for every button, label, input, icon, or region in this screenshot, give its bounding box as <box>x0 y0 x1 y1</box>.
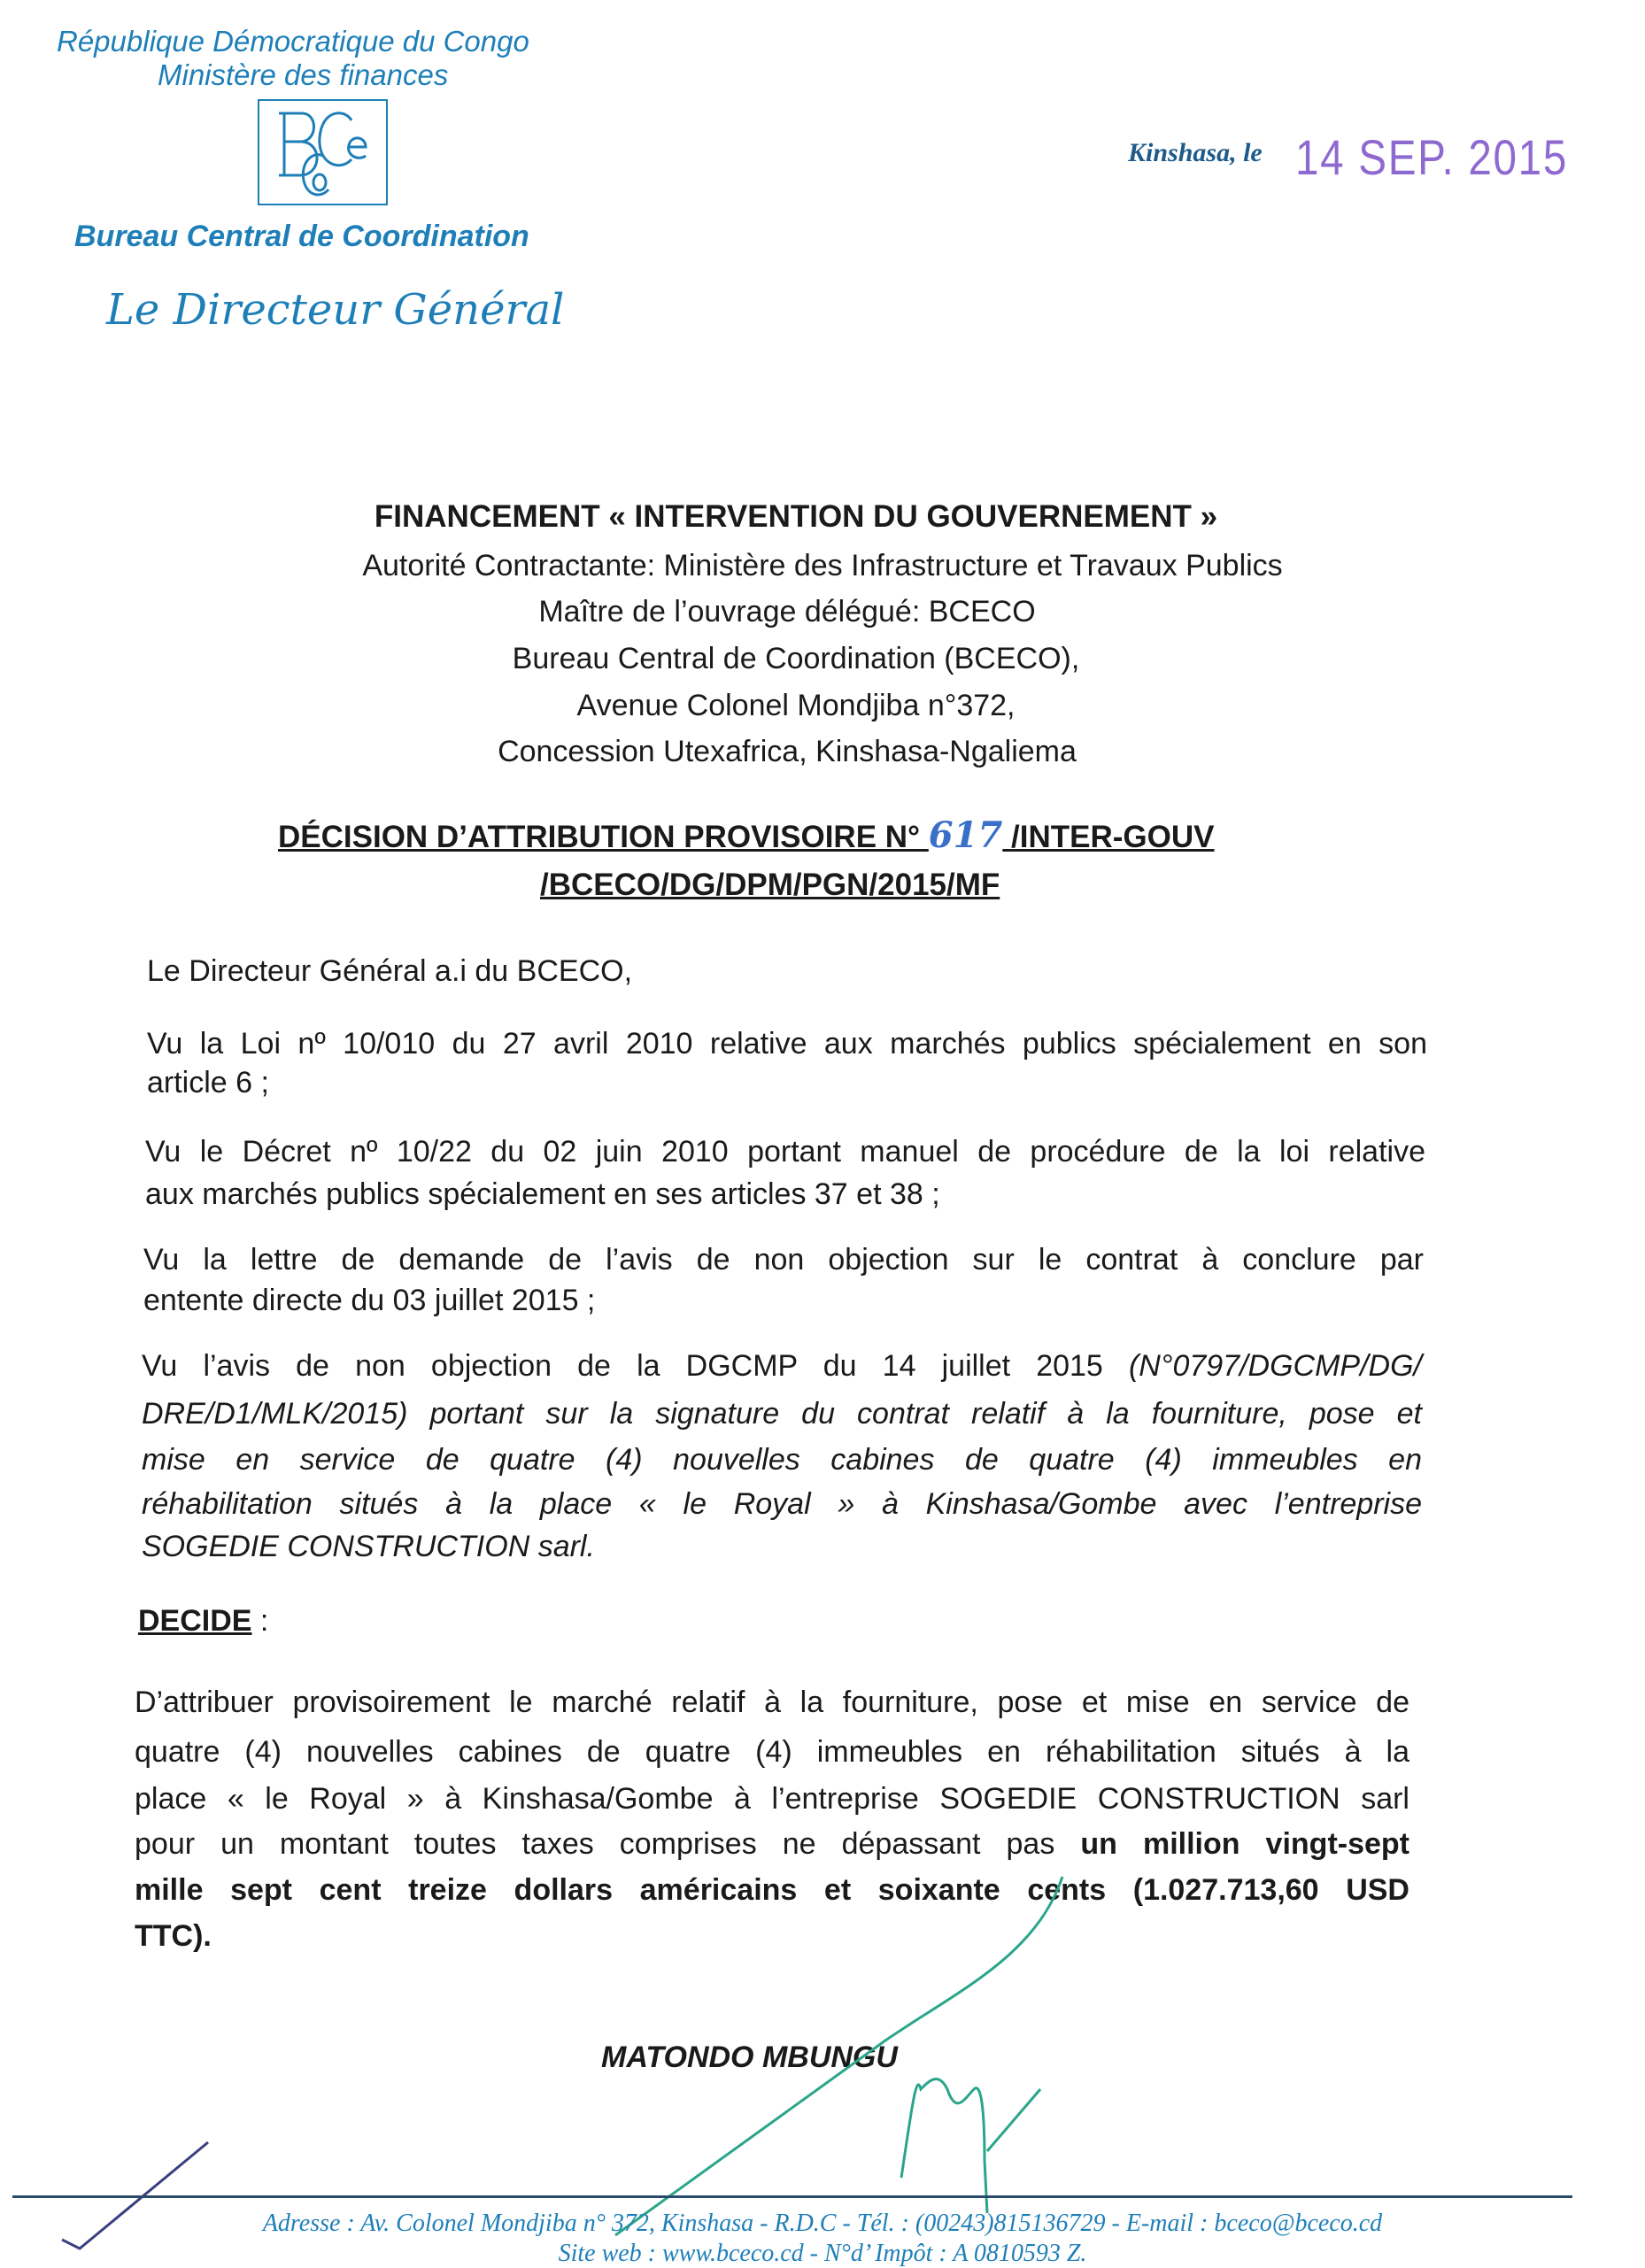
decision-amount-line: mille sept cent treize dollars américains et soixante cents (1.027.713,60 USD <box>135 1873 1409 1907</box>
footer-divider <box>12 2195 1572 2198</box>
signature-stroke <box>987 2089 1040 2151</box>
heading-line: Autorité Contractante: Ministère des Infrastructure et Travaux Publics <box>362 549 1283 582</box>
vu-avis-ref: (N°0797/DGCMP/DG/ <box>1128 1349 1422 1383</box>
logo-letter-e <box>348 138 366 158</box>
decision-title <box>278 814 1214 856</box>
bureau-name: Bureau Central de Coordination <box>74 220 529 253</box>
director-title: Le Directeur Général <box>106 285 565 335</box>
vu-loi-line: article 6 ; <box>147 1066 269 1099</box>
vu-avis-line: SOGEDIE CONSTRUCTION sarl. <box>142 1530 595 1563</box>
decide-heading <box>138 1604 1418 1639</box>
vu-lettre-line: entente directe du 03 juillet 2015 ; <box>143 1284 596 1317</box>
vu-decret-line: Vu le Décret nº 10/22 du 02 juin 2010 portant manuel de procédure de la loi relative <box>145 1135 1425 1169</box>
heading-line: Avenue Colonel Mondjiba n°372, <box>576 689 1016 722</box>
date-place: Kinshasa, le <box>1128 138 1263 167</box>
vu-avis-line: réhabilitation situés à la place « le Royal » à Kinshasa/Gombe avec l’entreprise <box>142 1487 1422 1521</box>
heading-line: Bureau Central de Coordination (BCECO), <box>512 642 1080 675</box>
country-name: République Démocratique du Congo <box>57 25 529 58</box>
signature-stroke <box>901 2079 987 2213</box>
vu-avis-line <box>142 1349 1422 1384</box>
logo-letter-o <box>313 174 326 190</box>
vu-avis-line: DRE/D1/MLK/2015) portant sur la signature du contrat relatif à la fourniture, pose et <box>142 1397 1422 1431</box>
vu-lettre-line: Vu la lettre de demande de l’avis de non objection sur le contrat à conclure par <box>143 1243 1424 1277</box>
vu-avis-line: mise en service de quatre (4) nouvelles cabines de quatre (4) immeubles en <box>142 1443 1422 1477</box>
decision-line <box>135 1827 1409 1862</box>
decide-colon: : <box>251 1604 269 1638</box>
bceco-logo-mark <box>259 101 386 204</box>
bceco-logo <box>258 99 388 205</box>
ministry-name: Ministère des finances <box>158 58 449 91</box>
decision-amount-line: TTC). <box>135 1919 212 1953</box>
vu-avis-text: Vu l’avis de non objection de la DGCMP du 14 juillet 2015 <box>142 1349 1103 1383</box>
decision-text: pour un montant toutes taxes comprises ne dépassant pas <box>135 1827 1055 1861</box>
vu-loi-line: Vu la Loi nº 10/010 du 27 avril 2010 relative aux marchés publics spécialement en son <box>147 1027 1427 1061</box>
decide-label: DECIDE <box>138 1604 252 1638</box>
decision-line: quatre (4) nouvelles cabines de quatre (4) immeubles en réhabilitation situés à la <box>135 1735 1409 1769</box>
decision-title-prefix: DÉCISION D’ATTRIBUTION PROVISOIRE N° <box>278 820 921 854</box>
heading-line: Maître de l’ouvrage délégué: BCECO <box>538 595 1036 629</box>
decision-line: D’attribuer provisoirement le marché relatif à la fourniture, pose et mise en service de <box>135 1686 1409 1719</box>
financing-title: FINANCEMENT « INTERVENTION DU GOUVERNEMENT » <box>374 499 1218 534</box>
decision-amount: un million vingt-sept <box>1080 1827 1409 1861</box>
decision-line: place « le Royal » à Kinshasa/Gombe à l’entreprise SOGEDIE CONSTRUCTION sarl <box>135 1782 1409 1816</box>
heading-line: Concession Utexafrica, Kinshasa-Ngaliema <box>498 735 1077 768</box>
logo-letter-b <box>279 113 317 175</box>
date-stamp: 14 SEP. 2015 <box>1295 129 1569 185</box>
footer-website: Site web : www.bceco.cd - N°d’ Impôt : A 0810593 Z. <box>558 2240 1087 2267</box>
decision-number: 617 <box>928 814 1003 856</box>
signatory-name: MATONDO MBUNGU <box>601 2040 898 2074</box>
opening: Le Directeur Général a.i du BCECO, <box>147 954 633 988</box>
decision-title-suffix: /INTER-GOUV <box>1011 820 1215 854</box>
footer-address: Adresse : Av. Colonel Mondjiba n° 372, Kinshasa - R.D.C - Tél. : (00243)815136729 - E-mail : bceco@bceco.cd <box>262 2210 1383 2237</box>
logo-letter-c <box>320 113 351 166</box>
vu-decret-line: aux marchés publics spécialement en ses articles 37 et 38 ; <box>145 1177 940 1211</box>
decision-title-line2: /BCECO/DG/DPM/PGN/2015/MF <box>540 868 1000 902</box>
